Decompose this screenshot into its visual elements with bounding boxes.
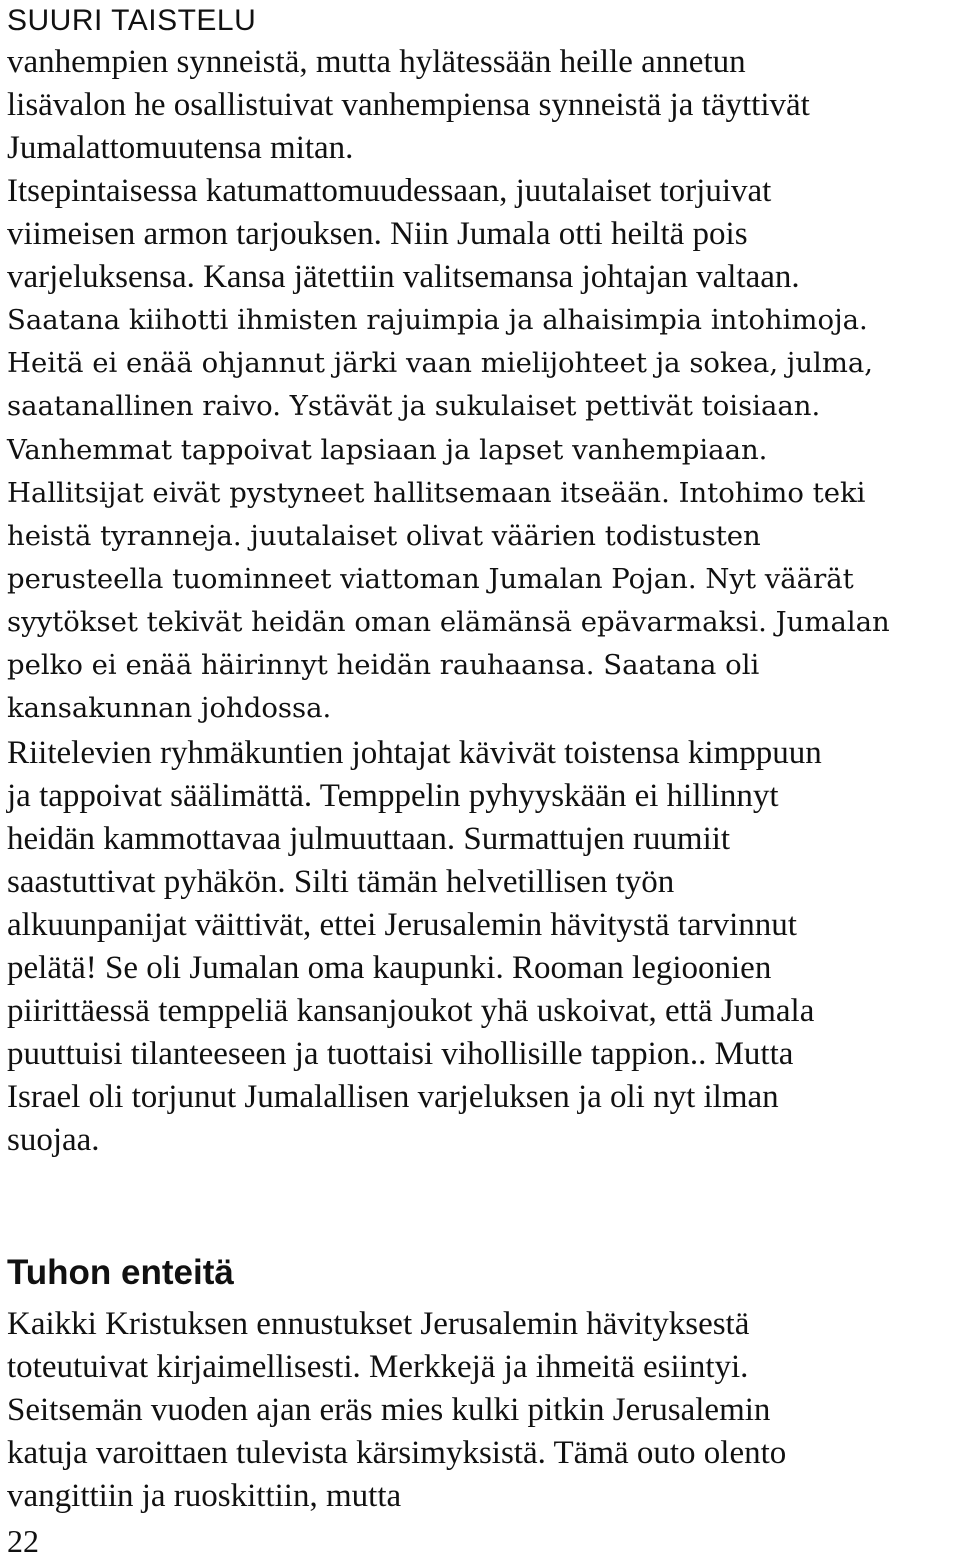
text-line: saatanallinen raivo. Ystävät ja sukulaiset pettivät toisiaan.: [7, 390, 821, 422]
text-line: puuttuisi tilanteeseen ja tuottaisi vihollisille tappion.. Mutta: [7, 1036, 794, 1072]
text-line: Kaikki Kristuksen ennustukset Jerusalemin hävityksestä: [7, 1306, 750, 1342]
text-line: vangittiin ja ruoskittiin, mutta: [7, 1478, 402, 1514]
text-line: suojaa.: [7, 1122, 100, 1158]
text-line: Seitsemän vuoden ajan eräs mies kulki pitkin Jerusalemin: [7, 1392, 771, 1428]
text-line: alkuunpanijat väittivät, ettei Jerusalemin hävitystä tarvinnut: [7, 907, 797, 943]
text-line: varjeluksensa. Kansa jätettiin valitsemansa johtajan valtaan.: [7, 259, 800, 295]
text-line: toteutuivat kirjaimellisesti. Merkkejä ja ihmeitä esiintyi.: [7, 1349, 749, 1385]
text-line: saastuttivat pyhäkön. Silti tämän helvetillisen työn: [7, 864, 675, 900]
text-line: heidän kammottavaa julmuuttaan. Surmattujen ruumiit: [7, 821, 731, 857]
text-line: kansakunnan johdossa.: [7, 692, 332, 724]
page-number: 22: [7, 1523, 39, 1559]
text-line: heistä tyranneja. juutalaiset olivat väärien todistusten: [7, 520, 761, 552]
text-line: vanhempien synneistä, mutta hylätessään heille annetun: [7, 44, 746, 80]
text-line: katuja varoittaen tulevista kärsimyksistä. Tämä outo olento: [7, 1435, 787, 1471]
text-line: syytökset tekivät heidän oman elämänsä epävarmaksi. Jumalan: [7, 606, 890, 638]
text-line: Vanhemmat tappoivat lapsiaan ja lapset vanhempiaan.: [7, 434, 768, 466]
text-line: Saatana kiihotti ihmisten rajuimpia ja alhaisimpia intohimoja.: [7, 304, 868, 336]
text-line: Israel oli torjunut Jumalallisen varjeluksen ja oli nyt ilman: [7, 1079, 779, 1115]
text-line: Hallitsijat eivät pystyneet hallitsemaan itseään. Intohimo teki: [7, 477, 866, 509]
text-line: Jumalattomuutensa mitan.: [7, 130, 354, 166]
running-header: SUURI TAISTELU: [7, 4, 257, 37]
text-line: lisävalon he osallistuivat vanhempiensa synneistä ja täyttivät: [7, 87, 810, 123]
text-line: Heitä ei enää ohjannut järki vaan mielijohteet ja sokea, julma,: [7, 347, 874, 379]
text-line: pelko ei enää häirinnyt heidän rauhaansa. Saatana oli: [7, 649, 760, 681]
text-line: Itsepintaisessa katumattomuudessaan, juutalaiset torjuivat: [7, 173, 772, 209]
text-line: pelätä! Se oli Jumalan oma kaupunki. Rooman legioonien: [7, 950, 772, 986]
text-line: viimeisen armon tarjouksen. Niin Jumala otti heiltä pois: [7, 216, 748, 252]
text-line: Riitelevien ryhmäkuntien johtajat kävivät toistensa kimppuun: [7, 735, 822, 771]
section-heading: Tuhon enteitä: [7, 1253, 234, 1292]
text-line: ja tappoivat säälimättä. Temppelin pyhyyskään ei hillinnyt: [7, 778, 779, 814]
text-line: piirittäessä temppeliä kansanjoukot yhä uskoivat, että Jumala: [7, 993, 815, 1029]
text-line: perusteella tuominneet viattoman Jumalan Pojan. Nyt väärät: [7, 563, 854, 595]
